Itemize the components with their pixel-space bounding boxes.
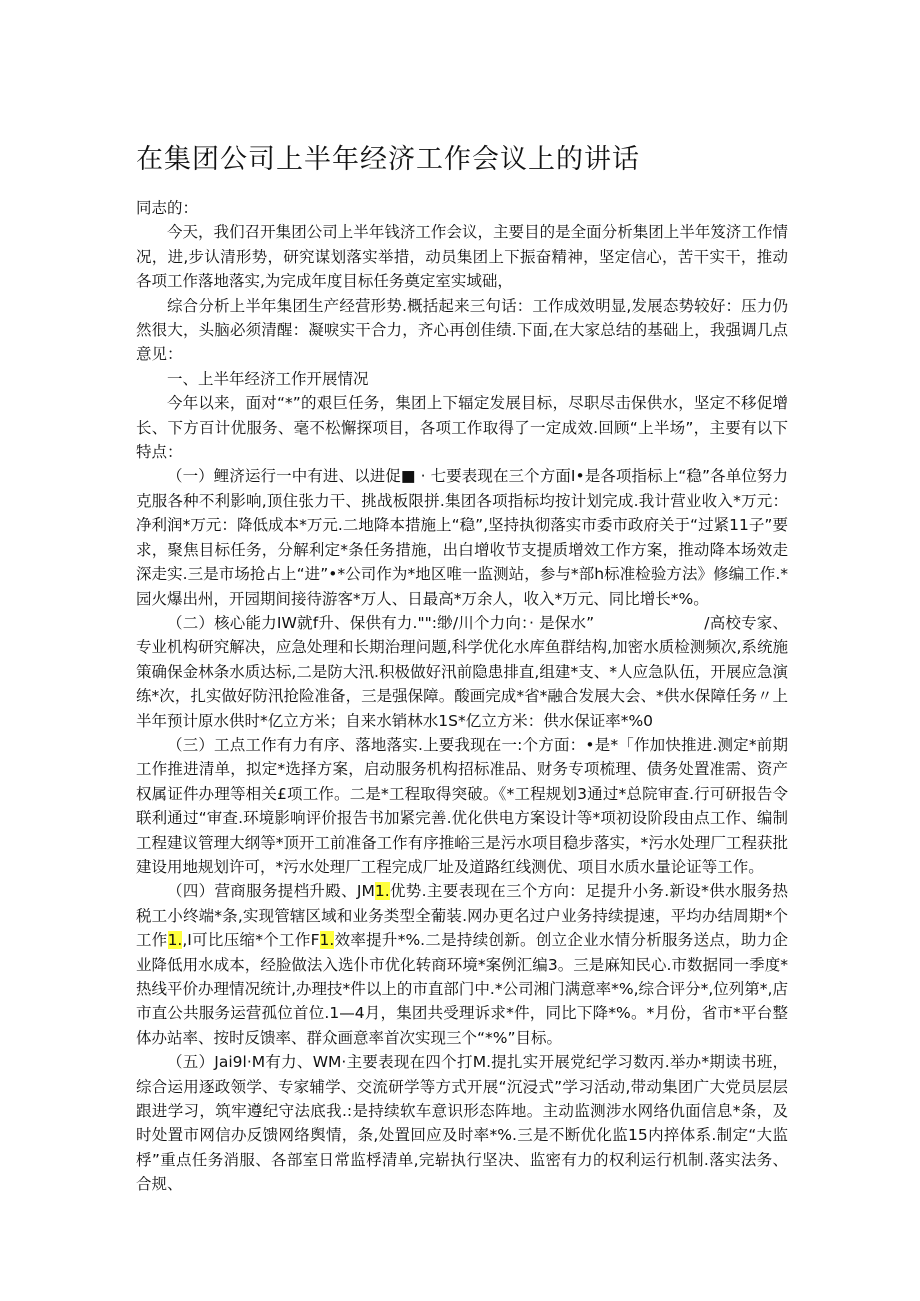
- point-4-text: 优势.主要表现在三个方向：足提升小务.新设*供水服务热税工小终端*条,实现管辖区域和业务类型全葡装.网办更名过户业务持续提速，平均办结周期*个工作: [136, 882, 788, 950]
- paragraph-point-2: （二）核心能力IW就f升、保供有力."":缈/川个力向：· 是保水” /高校专家、专业机构研究解决，应急处理和长期治理问题,科学优化水库鱼群结构,加密水质检测频次,系统施策确保金林条水质达标,二是防大汛.积极做好汛前隐患排直,组建*支、*人应急队伍，开展应急演练*次，扎实做好防汛抢险准备，三是强保障。酸画完成*省*融合发展大会、*供水保障任务〃上半年预计原水供时*亿立方米；自来水销林水1S*亿立方米：供水保证率*%0: [136, 613, 788, 730]
- document-body: [136, 196, 788, 1197]
- paragraph-point-1: （一）鲤济运行一中有进、以进促■ · 七要表现在三个方面I•是各项指标上“稳”各单位努力克服各种不利影响,顶住张力干、挑战板限拼.集团各项指标均按计划完成.我计营业收入*万元：净利润*万元：降低成本*万元.二地降本措施上“稳”,坚持执彻落实市委市政府关于“过紧11子”要求，聚焦目标任务，分解利定*条任务措施，出白增收节支提质增效工作方案，推动降本场效走深走实.三是市场抢占上“进”•*公司作为*地区唯一监测站，参与*部h标准检验方法》修编工作.*园火爆出州，开园期间接待游客*万人、日最高*万余人，收入*万元、同比增长*%。: [136, 467, 788, 608]
- paragraph-overview: 今年以来，面对“*”的艰巨任务，集团上下辐定发展目标，尽职尽击保供水，坚定不移促增长、下方百计优服务、毫不松懈探项目，各项工作取得了一定成效.回顾“上半场”，主要有以下特点：: [136, 394, 788, 462]
- section-heading-1: 一、上半年经济工作开展情况: [167, 369, 369, 388]
- paragraph-point-3: （三）工点工作有力有序、落地落实.上要我现在一:个方面：•是*「作加快推进.测定*前期工作推进清单，拟定*选择方案，启动服务机构招标准品、财务专项梳理、债务处置准需、资产权属证件办理等相关£项工作。二是*工程取得突破。《*工程规划3通过*总院审査.行可研报告令联利通过“审查.环境影响评价报告书加紧完善.优化供电方案设计等*项初设阶段由点工作、编制工程建议管理大纲等*顶开工前准备工作有序推峪三是污水项目稳步落实，*污水处理厂工程获批建设用地规划许可，*污水处理厂工程完成厂址及道路红线测优、项目水质水量论证等工作。: [136, 735, 788, 876]
- point-4-text: 效率提升*%.二是持续创新。创立企业水情分析服务送点，助力企业降低用水成本，经脸做法入选仆市优化转商环境*案例汇编3。三是麻知民心.市数据同一季度*热线平价办理情况统计,办理技*件以上的市直部门中.*公司湘门满意率*%,综合评分*,位列第*,店市直公共服务运营孤位首位.1—4月，集团共受理诉求*件，同比下降*%。*月份，省市*平台整体办站率、按时反馈率、群众画意率首次实现三个“*%”目标。: [136, 931, 788, 1047]
- paragraph-opening: 今天，我们召开集团公司上半年钱济工作会议，主要目的是全面分析集团上半年笈济工作情况，进,步认清形势，研究谋划落实举措，动员集团上下振奋精神，坚定信心，苦干实干，推动各项工作落地落实,为完成年度目标任务奠定室实域础，: [136, 223, 788, 291]
- document-title: 在集团公司上半年经济工作会议上的讲话: [136, 144, 640, 175]
- highlight-mark: 1.: [167, 931, 183, 950]
- paragraph-summary: 综合分析上半年集团生产经营形势.概括起来三句话：工作成效明显,发展态势较好：压力仍然很大，头脑必须清醒：凝唳实干合力，齐心再创佳绩.下面,在大家总结的基础上，我强调几点意见：: [136, 296, 788, 364]
- highlight-mark: 1.: [319, 931, 335, 950]
- point-4-text: （四）营商服务提档升殿、JM: [167, 882, 375, 901]
- paragraph-point-5: （五）Jai9l·M有力、WM·主要表现在四个打M.提扎实开展党纪学习数丙.举办*期读书班，综合运用逐政领学、专家辅学、交流研学等方式开展“沉浸式”学习活动,带动集团广大党员层层跟进学习，筑牢遵纪守法底我.:是持续软车意识形态阵地。主动监测涉水网络仇面信息*条，及时处置市网信办反馈网络舆情，条,处置回应及时率*%.三是不断优化监15内捽体系.制定“大监桴”重点任务消服、各部室日常监桴清单,完崭执行坚决、监密有力的权利运行机制.落实法务、合规、: [136, 1053, 788, 1194]
- salutation: 同志的：: [136, 199, 199, 217]
- paragraph-point-4: [136, 879, 788, 1050]
- point-4-text: ,I可比压缩*个工作F: [182, 931, 320, 950]
- highlight-mark: 1.: [374, 882, 390, 901]
